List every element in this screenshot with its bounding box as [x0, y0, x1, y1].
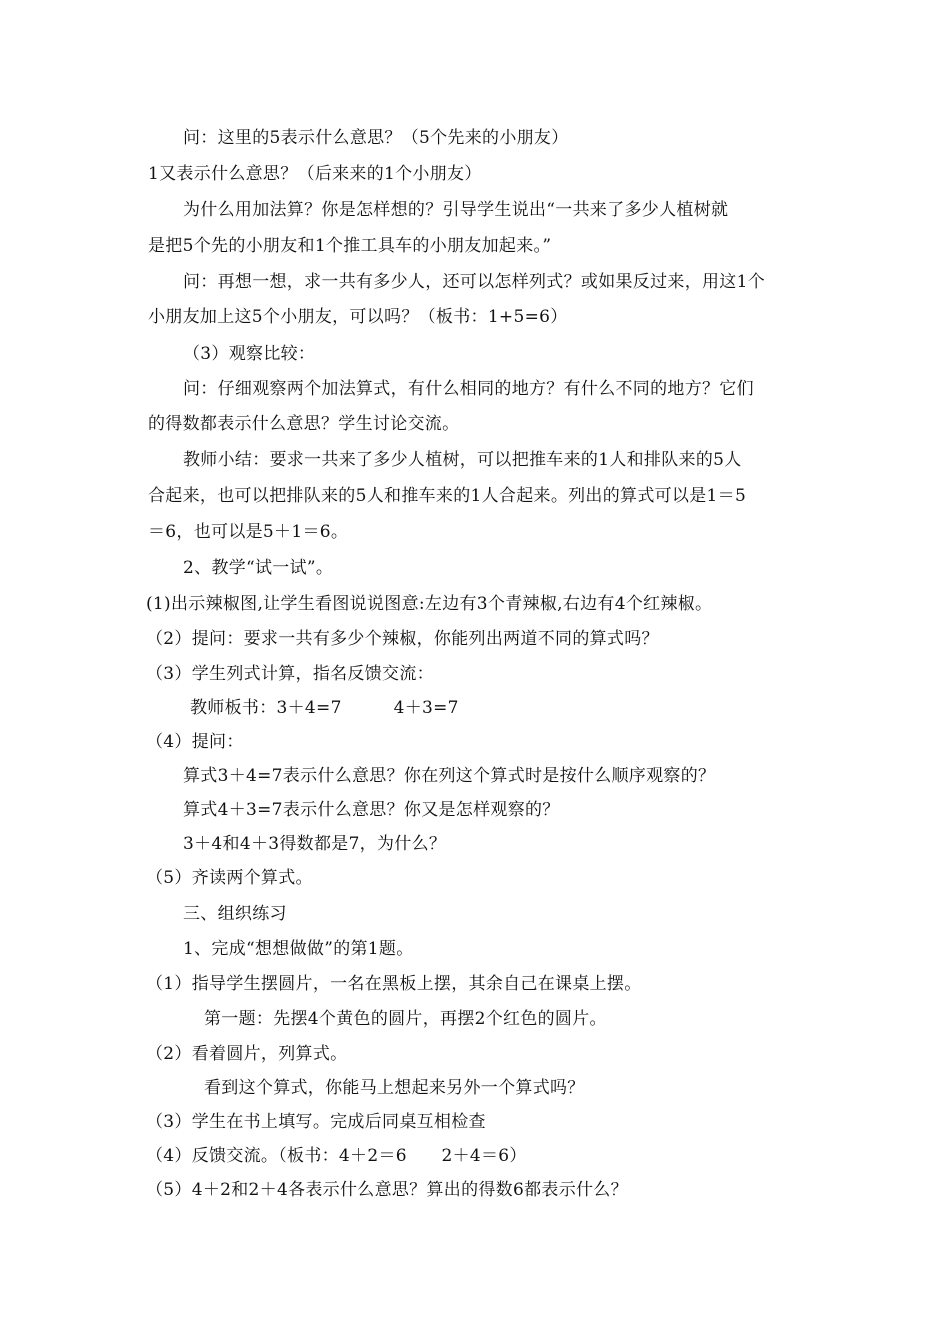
text-line: 合起来，也可以把排队来的5人和推车来的1人合起来。列出的算式可以是1＝5	[148, 486, 747, 506]
text-line: ＝6，也可以是5＋1＝6。	[148, 522, 349, 542]
text-line: 1、完成“想想做做”的第1题。	[183, 939, 414, 959]
text-line: 问：这里的5表示什么意思？（5个先来的小朋友）	[183, 128, 569, 148]
text-line: 为什么用加法算？你是怎样想的？引导学生说出“一共来了多少人植树就	[183, 200, 729, 220]
text-line: （3）观察比较：	[183, 344, 316, 364]
text-line: 教师板书：3＋4=7 4＋3=7	[190, 698, 459, 718]
text-line: 问：再想一想，求一共有多少人，还可以怎样列式？或如果反过来，用这1个	[183, 272, 766, 292]
text-line: （3）学生列式计算，指名反馈交流：	[146, 664, 434, 684]
text-line: （4）反馈交流。（板书：4＋2＝6 2＋4＝6）	[146, 1146, 527, 1166]
text-line: 1又表示什么意思？（后来来的1个小朋友）	[148, 164, 482, 184]
text-line: (1)出示辣椒图,让学生看图说说图意:左边有3个青辣椒,右边有4个红辣椒。	[146, 594, 713, 614]
text-line: （2）提问：要求一共有多少个辣椒，你能列出两道不同的算式吗？	[146, 629, 659, 649]
text-line: 看到这个算式，你能马上想起来另外一个算式吗？	[204, 1078, 585, 1098]
text-line: 问：仔细观察两个加法算式，有什么相同的地方？有什么不同的地方？它们	[183, 379, 754, 399]
text-line: （4）提问：	[146, 732, 244, 752]
text-line: 是把5个先的小朋友和1个推工具车的小朋友加起来。”	[148, 236, 552, 256]
text-line: 三、组织练习	[183, 904, 287, 924]
text-line: 第一题：先摆4个黄色的圆片，再摆2个红色的圆片。	[204, 1009, 607, 1029]
text-line: 教师小结：要求一共来了多少人植树，可以把推车来的1人和排队来的5人	[183, 450, 742, 470]
text-line: 2、教学“试一试”。	[183, 558, 334, 578]
text-line: （5）4＋2和2＋4各表示什么意思？算出的得数6都表示什么？	[146, 1180, 628, 1200]
text-line: 小朋友加上这5个小朋友，可以吗？（板书：1+5=6）	[148, 307, 568, 327]
text-line: 算式4＋3=7表示什么意思？你又是怎样观察的？	[183, 800, 560, 820]
text-line: （3）学生在书上填写。完成后同桌互相检查	[146, 1112, 486, 1132]
text-line: （5）齐读两个算式。	[146, 868, 313, 888]
text-line: （1）指导学生摆圆片，一名在黑板上摆，其余自己在课桌上摆。	[146, 974, 642, 994]
text-line: 3＋4和4＋3得数都是7，为什么？	[183, 834, 447, 854]
text-line: （2）看着圆片，列算式。	[146, 1044, 348, 1064]
text-line: 的得数都表示什么意思？学生讨论交流。	[148, 414, 460, 434]
text-line: 算式3＋4=7表示什么意思？你在列这个算式时是按什么顺序观察的？	[183, 766, 716, 786]
